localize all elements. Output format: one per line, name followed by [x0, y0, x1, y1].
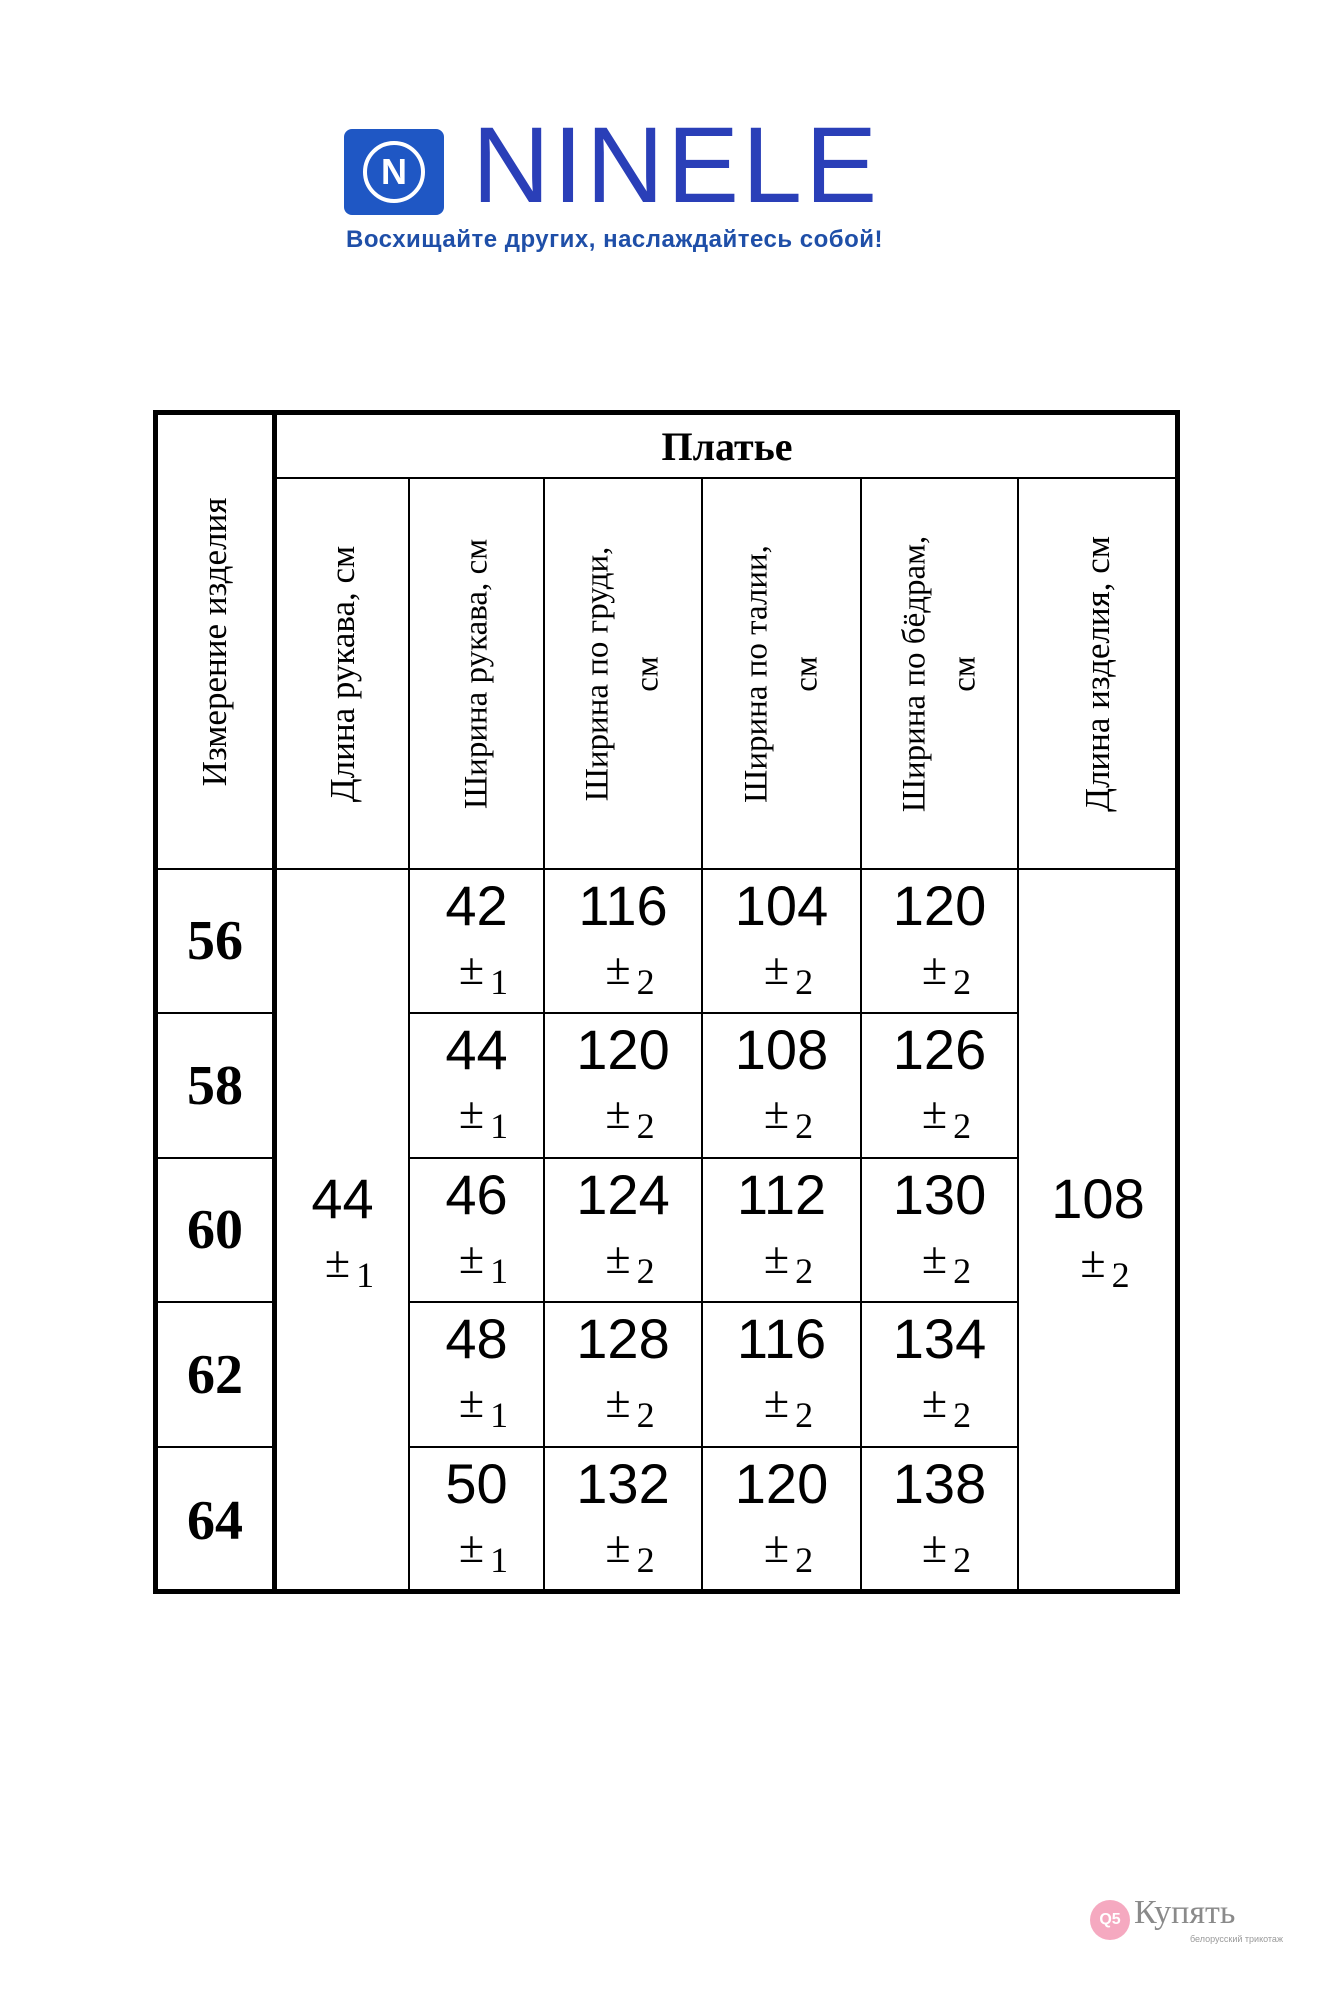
column-header-line: см [945, 655, 982, 692]
measurement-value: 128 [576, 1307, 670, 1370]
tolerance-value: 1 [490, 1395, 509, 1435]
measurement-value: 120 [576, 1018, 670, 1081]
column-header-line: Длина изделия, см [1077, 535, 1117, 812]
plus-minus-sign: ± [921, 1376, 948, 1427]
waist-cell [703, 1448, 862, 1593]
measurement-value: 50 [445, 1452, 508, 1515]
measurement-value: 126 [892, 1018, 987, 1081]
waist-cell [703, 1159, 862, 1303]
column-header-cell [862, 479, 1019, 870]
column-header-line: Ширина по талии, [738, 544, 774, 803]
column-header [732, 545, 831, 803]
column-header-cell [703, 479, 862, 870]
waist-cell [703, 1303, 862, 1448]
plus-minus-sign: ± [1080, 1235, 1106, 1287]
watermark [1090, 1892, 1290, 1952]
measurement-value: 116 [736, 1307, 827, 1370]
plus-minus-sign: ± [921, 943, 948, 994]
tolerance [1066, 1235, 1130, 1295]
tolerance [311, 1235, 375, 1295]
measurement-value: 108 [734, 1018, 829, 1081]
tolerance-value: 1 [490, 1251, 509, 1291]
chest-cell [545, 1448, 703, 1593]
waist-cell [703, 1014, 862, 1159]
column-header-line: Длина рукава, см [322, 545, 362, 802]
measurement-value: 112 [736, 1163, 827, 1226]
plus-minus-sign: ± [458, 1376, 485, 1427]
tolerance-value: 1 [490, 1106, 509, 1146]
tolerance-value: 2 [795, 1540, 814, 1580]
measurement-value: 120 [892, 874, 987, 937]
tolerance-value: 2 [1111, 1254, 1130, 1295]
tolerance-value: 2 [636, 1251, 655, 1291]
measurement-value: 48 [445, 1307, 508, 1370]
column-header-cell [1019, 479, 1177, 870]
size-chart-table [153, 410, 1180, 1594]
tolerance-value: 2 [636, 1395, 655, 1435]
chest-cell [545, 1159, 703, 1303]
tolerance [750, 943, 814, 1002]
tolerance [445, 1087, 509, 1146]
tolerance-value: 2 [953, 1106, 972, 1146]
sleeve-width-cell [410, 870, 545, 1014]
tolerance-value: 2 [795, 1395, 814, 1435]
tolerance [750, 1521, 814, 1580]
column-header [574, 546, 673, 801]
hips-cell [862, 1014, 1019, 1159]
plus-minus-sign: ± [605, 1376, 631, 1427]
plus-minus-sign: ± [921, 1521, 948, 1572]
measurement-value: 44 [311, 1166, 374, 1230]
tolerance [445, 1232, 509, 1291]
tolerance-value: 2 [795, 1106, 814, 1146]
hips-cell [862, 1448, 1019, 1593]
tolerance-value: 2 [953, 962, 972, 1002]
garment-header: Платье [277, 415, 1177, 479]
plus-minus-sign: ± [458, 1087, 485, 1138]
column-header-line: см [629, 655, 665, 692]
sleeve-width-cell [410, 1448, 545, 1593]
tolerance [908, 1521, 972, 1580]
sleeve-width-cell [410, 1014, 545, 1159]
plus-minus-sign: ± [763, 1232, 790, 1283]
brand-name: NINELE [472, 104, 881, 225]
tolerance [591, 1087, 655, 1146]
watermark-logo-icon: Q5 [1090, 1900, 1130, 1940]
measure-header: Измерение изделия [194, 497, 234, 786]
plus-minus-sign: ± [605, 1232, 631, 1283]
plus-minus-sign: ± [458, 1232, 485, 1283]
measurement-value: 120 [734, 1452, 829, 1515]
plus-minus-sign: ± [605, 1521, 631, 1572]
tolerance-value: 1 [356, 1254, 375, 1295]
measurement-value: 124 [576, 1163, 670, 1226]
size-cell: 56 [158, 870, 277, 1014]
column-header [452, 538, 502, 808]
size-cell: 58 [158, 1014, 277, 1159]
tolerance [591, 1232, 655, 1291]
measurement-value: 104 [734, 874, 829, 937]
tolerance-value: 1 [490, 1540, 509, 1580]
watermark-name: Купять [1134, 1894, 1236, 1931]
tolerance-value: 2 [795, 1251, 814, 1291]
brand-tagline: Восхищайте других, наслаждайтесь собой! [346, 226, 884, 253]
tolerance [750, 1087, 814, 1146]
column-header [316, 545, 369, 801]
plus-minus-sign: ± [921, 1232, 948, 1283]
plus-minus-sign: ± [921, 1087, 948, 1138]
chest-cell [545, 1303, 703, 1448]
column-header [1072, 536, 1125, 812]
size-cell: 64 [158, 1448, 277, 1593]
sleeve-length-cell [277, 870, 410, 1593]
tolerance [591, 1521, 655, 1580]
tolerance-value: 2 [636, 1540, 655, 1580]
column-header-line: Ширина по груди, [579, 546, 616, 801]
hips-cell [862, 1159, 1019, 1303]
tolerance [750, 1376, 814, 1435]
hips-cell [862, 870, 1019, 1014]
tolerance [908, 1376, 972, 1435]
column-header-cell [277, 479, 410, 870]
size-cell: 62 [158, 1303, 277, 1448]
column-header [890, 535, 989, 812]
measurement-value: 116 [578, 874, 668, 937]
measurement-value: 42 [445, 874, 508, 937]
plus-minus-sign: ± [605, 1087, 631, 1138]
tolerance-value: 2 [953, 1540, 972, 1580]
measurement-value: 44 [445, 1018, 508, 1081]
product-length-cell [1019, 870, 1177, 1593]
column-header-cell [410, 479, 545, 870]
tolerance-value: 2 [636, 962, 655, 1002]
column-header-cell [545, 479, 703, 870]
tolerance [591, 943, 655, 1002]
tolerance [908, 1087, 972, 1146]
tolerance [591, 1376, 655, 1435]
measurement-value: 132 [576, 1452, 670, 1515]
measurement-value: 134 [892, 1307, 987, 1370]
tolerance [750, 1232, 814, 1291]
sleeve-width-cell [410, 1303, 545, 1448]
measurement-value: 108 [1051, 1166, 1145, 1230]
tolerance-value: 2 [953, 1251, 972, 1291]
plus-minus-sign: ± [458, 1521, 485, 1572]
measurement-value: 138 [892, 1452, 987, 1515]
column-header-line: Ширина рукава, см [457, 538, 494, 809]
tolerance [445, 1376, 509, 1435]
size-cell: 60 [158, 1159, 277, 1303]
plus-minus-sign: ± [763, 1376, 790, 1427]
waist-cell [703, 870, 862, 1014]
tolerance-value: 2 [636, 1106, 655, 1146]
tolerance [908, 1232, 972, 1291]
plus-minus-sign: ± [763, 1521, 790, 1572]
tolerance-value: 2 [953, 1395, 972, 1435]
measurement-value: 130 [892, 1163, 987, 1226]
measurement-value: 46 [445, 1163, 508, 1226]
logo-mark-icon [344, 129, 444, 215]
watermark-subtitle: белорусский трикотаж [1190, 1934, 1283, 1944]
plus-minus-sign: ± [458, 943, 485, 994]
tolerance-value: 2 [795, 962, 814, 1002]
hips-cell [862, 1303, 1019, 1448]
plus-minus-sign: ± [763, 943, 790, 994]
tolerance [445, 943, 509, 1002]
column-header-line: см [787, 655, 824, 692]
tolerance-value: 1 [490, 962, 509, 1002]
chest-cell [545, 870, 703, 1014]
plus-minus-sign: ± [763, 1087, 790, 1138]
column-header-line: Ширина по бёдрам, [896, 535, 932, 812]
tolerance [908, 943, 972, 1002]
chest-cell [545, 1014, 703, 1159]
logo-letter: N [363, 141, 425, 203]
plus-minus-sign: ± [324, 1235, 351, 1287]
tolerance [445, 1521, 509, 1580]
plus-minus-sign: ± [605, 943, 631, 994]
brand-logo [344, 104, 994, 265]
measure-header-cell [158, 415, 277, 870]
sleeve-width-cell [410, 1159, 545, 1303]
